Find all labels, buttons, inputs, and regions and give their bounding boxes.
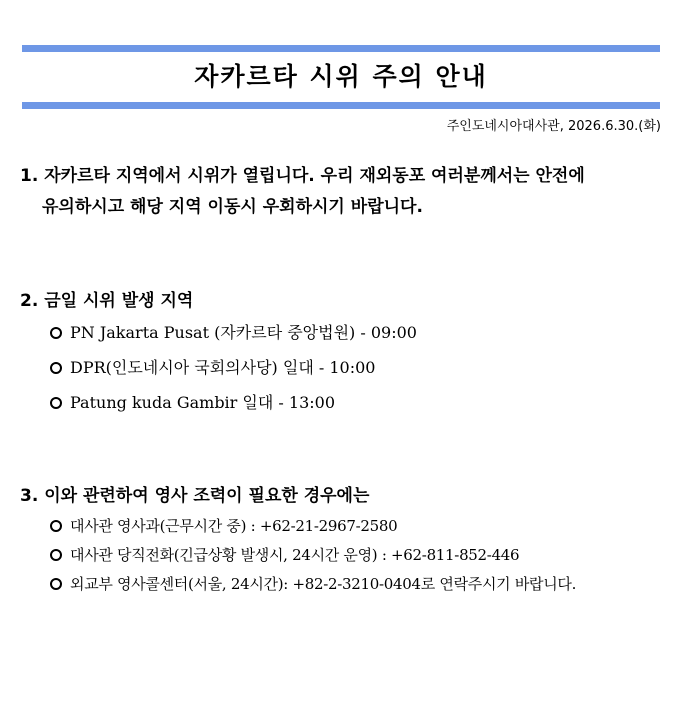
list-item-text: 외교부 영사콜센터(서울, 24시간): +82-2-3210-0404로 연락주시기 바랍니다.	[70, 575, 577, 593]
page-title: 자카르타 시위 주의 안내	[194, 62, 488, 91]
circle-bullet-icon	[50, 362, 62, 374]
list-item	[48, 321, 417, 356]
section-1-line-1: 자카르타 지역에서 시위가 열립니다. 우리 재외동포 여러분께서는 안전에	[44, 166, 585, 186]
circle-bullet-icon	[50, 549, 62, 561]
section-1	[20, 161, 665, 223]
section-3-list	[48, 514, 576, 601]
list-item	[48, 572, 576, 601]
list-item-text: PN Jakarta Pusat (자카르타 중앙법원) - 09:00	[70, 323, 417, 342]
list-item	[48, 356, 417, 391]
section-2-list	[48, 321, 417, 426]
circle-bullet-icon	[50, 327, 62, 339]
list-item-text: DPR(인도네시아 국회의사당) 일대 - 10:00	[70, 358, 376, 377]
issuer-date: 주인도네시아대사관, 2026.6.30.(화)	[446, 119, 661, 134]
section-1-line-2: 유의하시고 해당 지역 이동시 우회하시기 바랍니다.	[42, 197, 423, 217]
circle-bullet-icon	[50, 397, 62, 409]
list-item-text: Patung kuda Gambir 일대 - 13:00	[70, 393, 336, 412]
list-item	[48, 391, 417, 426]
list-item	[48, 543, 576, 572]
list-item	[48, 514, 576, 543]
section-3-heading: 3. 이와 관련하여 영사 조력이 필요한 경우에는	[20, 486, 370, 506]
title-top-bar	[22, 45, 660, 52]
section-2-heading: 2. 금일 시위 발생 지역	[20, 291, 194, 311]
list-item-text: 대사관 당직전화(긴급상황 발생시, 24시간 운영) : +62-811-852-446	[70, 546, 520, 564]
title-bottom-bar	[22, 102, 660, 109]
list-item-text: 대사관 영사과(근무시간 중) : +62-21-2967-2580	[70, 517, 398, 535]
circle-bullet-icon	[50, 578, 62, 590]
circle-bullet-icon	[50, 520, 62, 532]
section-1-number: 1.	[20, 166, 39, 186]
